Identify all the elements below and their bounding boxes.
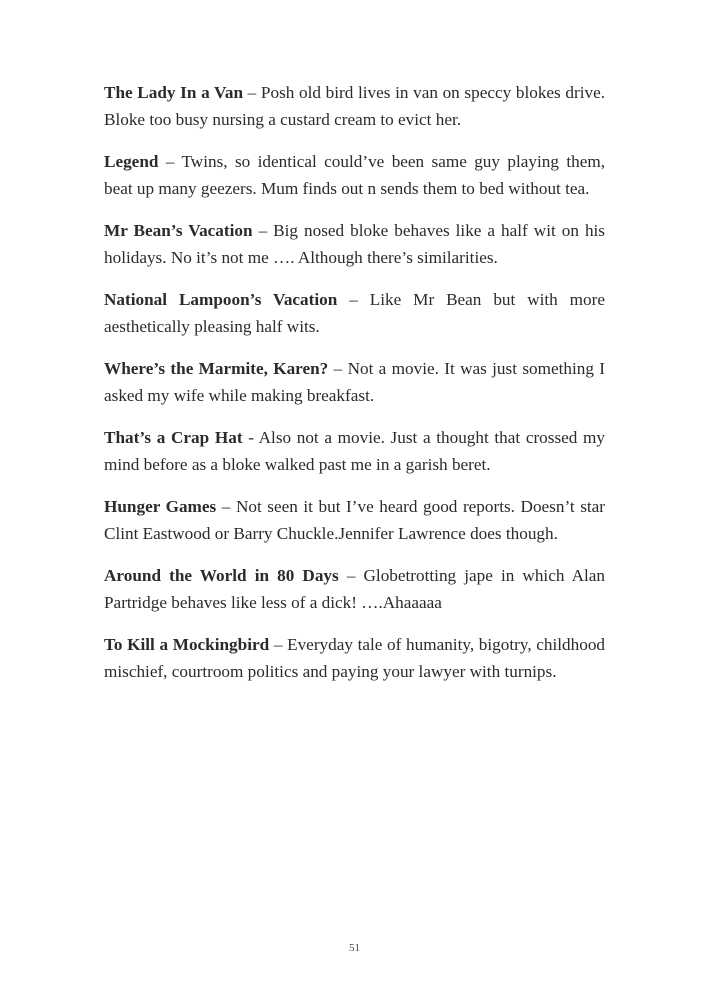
movie-description: Big nosed bloke behaves like a half wit on his holidays. No it’s not me …. Although there’s similarities. [104,221,605,267]
entry-separator: – [337,290,370,309]
movie-description: Not seen it but I’ve heard good reports. Doesn’t star Clint Eastwood or Barry Chuckle.Jennifer Lawrence does though. [104,497,606,543]
entry-separator: – [243,83,261,102]
movie-entry [104,287,605,340]
entry-separator: – [216,497,236,516]
movie-description: Posh old bird lives in van on speccy blokes drive. Bloke too busy nursing a custard cream to evict her. [104,83,605,129]
movie-title: The Lady In a Van [104,83,244,102]
movie-entry [104,632,605,685]
movie-entry [104,563,605,616]
movie-entry [104,149,605,202]
movie-entry [104,356,605,409]
movie-title: Hunger Games [104,497,217,516]
movie-title: Mr Bean’s Vacation [104,221,253,240]
movie-title: Around the World in 80 Days [104,566,339,585]
movie-description: Everyday tale of humanity, bigotry, childhood mischief, courtroom politics and paying your lawyer with turnips. [104,635,606,681]
movie-title: Legend [104,152,159,171]
movie-title: To Kill a Mockingbird [104,635,270,654]
movie-description: Not a movie. It was just something I asked my wife while making breakfast. [104,359,605,405]
entry-separator: – [158,152,182,171]
movie-description: Also not a movie. Just a thought that crossed my mind before as a bloke walked past me in a garish beret. [104,428,605,474]
movie-title: National Lampoon’s Vacation [104,290,338,309]
movie-entry [104,425,605,478]
movie-title: Where’s the Marmite, Karen? [104,359,329,378]
movie-list [104,80,605,701]
entry-separator: – [338,566,364,585]
movie-entry [104,218,605,271]
entry-separator: – [328,359,348,378]
entry-separator: - [242,428,259,447]
movie-description: Twins, so identical could’ve been same guy playing them, beat up many geezers. Mum finds out n sends them to bed without tea. [104,152,605,198]
movie-entry [104,494,605,547]
entry-separator: – [269,635,288,654]
movie-description: Like Mr Bean but with more aesthetically pleasing half wits. [104,290,605,336]
entry-separator: – [252,221,274,240]
movie-entry [104,80,605,133]
movie-title: That’s a Crap Hat [104,428,243,447]
page-number: 51 [349,942,360,954]
movie-description: Globetrotting jape in which Alan Partridge behaves like less of a dick! ….Ahaaaaa [104,566,605,612]
